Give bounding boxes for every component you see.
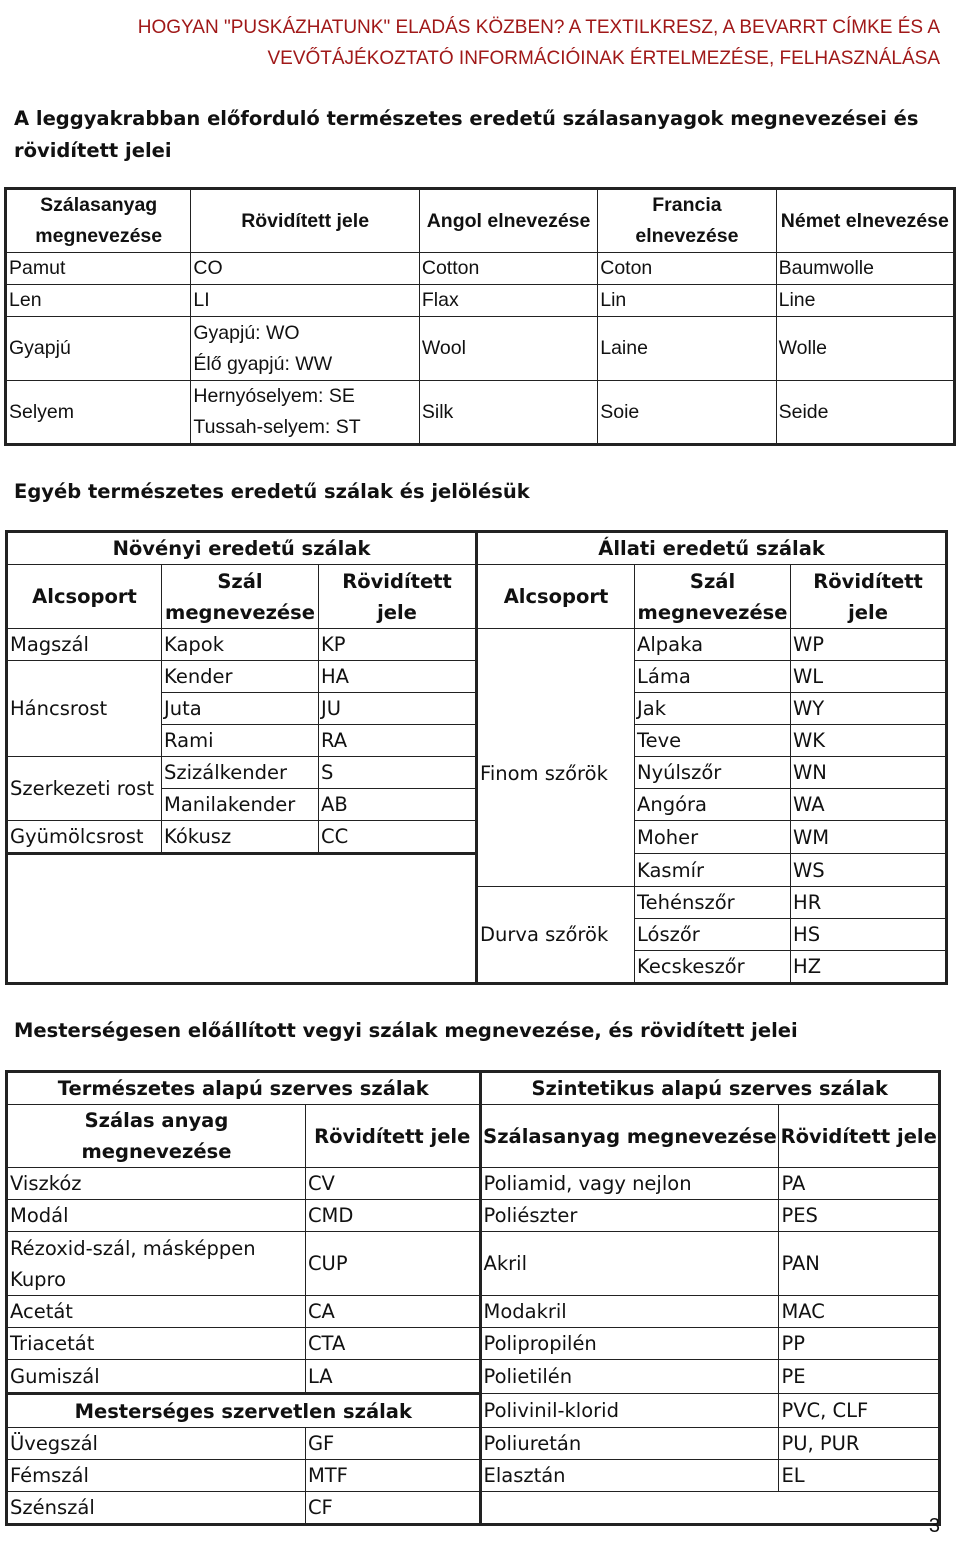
table-row xyxy=(7,854,947,887)
fiber-name: Kókusz xyxy=(162,821,319,854)
table-row xyxy=(7,1394,940,1428)
col-header: Rövidített jele xyxy=(791,565,947,629)
subgroup-cell: Gyümölcsrost xyxy=(7,821,162,854)
animal-group-header: Állati eredetű szálak xyxy=(477,532,947,565)
col-header: Rövidített jele xyxy=(191,189,419,253)
group-header-row xyxy=(7,532,947,565)
fiber-code: HZ xyxy=(791,951,947,984)
fiber-code: WL xyxy=(791,661,947,693)
fiber-code: WM xyxy=(791,821,947,854)
table-row xyxy=(6,253,955,285)
table-row xyxy=(7,1428,940,1460)
table-cell: Laine xyxy=(598,317,776,381)
table-row xyxy=(7,661,947,693)
page-number: 3 xyxy=(928,1515,940,1537)
fiber-name: Polipropilén xyxy=(480,1328,779,1360)
synthetic-group-header: Szintetikus alapú szerves szálak xyxy=(480,1072,940,1105)
col-header: Szálasanyag megnevezése xyxy=(6,189,191,253)
table-row xyxy=(7,629,947,661)
fiber-code: CMD xyxy=(305,1200,480,1232)
fiber-code: PVC, CLF xyxy=(779,1394,940,1428)
fiber-name: Polietilén xyxy=(480,1360,779,1394)
fiber-name: Kecskeszőr xyxy=(635,951,791,984)
subgroup-cell: Háncsrost xyxy=(7,661,162,757)
table-row xyxy=(7,1296,940,1328)
fiber-code: JU xyxy=(319,693,477,725)
fiber-code: PA xyxy=(779,1168,940,1200)
table-cell: Selyem xyxy=(6,381,191,445)
fiber-code: WA xyxy=(791,789,947,821)
cell-line: Tussah-selyem: ST xyxy=(193,416,361,438)
other-fibers-table xyxy=(5,530,948,985)
table-cell: Len xyxy=(6,285,191,317)
fiber-name: Acetát xyxy=(7,1296,306,1328)
section3-title: Mesterségesen előállított vegyi szálak megnevezése, és rövidített jelei xyxy=(14,1019,798,1042)
fiber-code: WS xyxy=(791,854,947,887)
table-row xyxy=(7,1168,940,1200)
fiber-code: RA xyxy=(319,725,477,757)
header-line-1: HOGYAN "PUSKÁZHATUNK" ELADÁS KÖZBEN? A TEXTILKRESZ, A BEVARRT CÍMKE ÉS A xyxy=(137,17,940,38)
fiber-code: AB xyxy=(319,789,477,821)
fiber-name: Akril xyxy=(480,1232,779,1296)
subgroup-cell: Szerkezeti rost xyxy=(7,757,162,821)
table-row xyxy=(6,317,955,381)
fiber-code: PP xyxy=(779,1328,940,1360)
fiber-name: Teve xyxy=(635,725,791,757)
fiber-name: Juta xyxy=(162,693,319,725)
inorganic-group-header: Mesterséges szervetlen szálak xyxy=(7,1394,481,1428)
col-header: Angol elnevezése xyxy=(419,189,597,253)
subgroup-cell xyxy=(477,854,635,887)
sub-header-row xyxy=(7,1105,940,1168)
table-row xyxy=(7,1492,940,1525)
table-row xyxy=(7,1360,940,1394)
fiber-name: Gumiszál xyxy=(7,1360,306,1394)
table-row xyxy=(7,951,947,984)
empty-cell xyxy=(480,1492,940,1525)
natural-group-header: Természetes alapú szerves szálak xyxy=(7,1072,481,1105)
table-cell xyxy=(191,317,419,381)
fiber-name: Manilakender xyxy=(162,789,319,821)
header-line-2: VEVŐTÁJÉKOZTATÓ INFORMÁCIÓINAK ÉRTELMEZÉSE, FELHASZNÁLÁSA xyxy=(267,48,940,69)
table-cell: Coton xyxy=(598,253,776,285)
fiber-code: CC xyxy=(319,821,477,854)
table-cell: Wool xyxy=(419,317,597,381)
col-header: Rövidített jele xyxy=(305,1105,480,1168)
subgroup-cell: Durva szőrök xyxy=(477,887,635,984)
table-cell: Pamut xyxy=(6,253,191,285)
fiber-name: Kapok xyxy=(162,629,319,661)
table-cell: Seide xyxy=(776,381,954,445)
subgroup-label: Finom szőrök xyxy=(480,761,608,785)
table-cell: CO xyxy=(191,253,419,285)
fiber-name: Tehénszőr xyxy=(635,887,791,919)
fiber-name: Kasmír xyxy=(635,854,791,887)
fiber-name: Üvegszál xyxy=(7,1428,306,1460)
table-row xyxy=(7,1232,940,1296)
cell-line: Gyapjú: WO xyxy=(193,321,300,344)
cell-line: Élő gyapjú: WW xyxy=(193,352,333,375)
fiber-code: KP xyxy=(319,629,477,661)
col-header: Alcsoport xyxy=(7,565,162,629)
col-header: Rövidített jele xyxy=(779,1105,940,1168)
table-cell: Line xyxy=(776,285,954,317)
table-cell: LI xyxy=(191,285,419,317)
fiber-name: Moher xyxy=(635,821,791,854)
fiber-code: WP xyxy=(791,629,947,661)
table-cell: Gyapjú xyxy=(6,317,191,381)
table-row xyxy=(7,919,947,951)
table-cell: Flax xyxy=(419,285,597,317)
fiber-code: CV xyxy=(305,1168,480,1200)
table-cell: Silk xyxy=(419,381,597,445)
fiber-code: LA xyxy=(305,1360,480,1394)
col-header: Francia elnevezése xyxy=(598,189,776,253)
col-header: Rövidített jele xyxy=(319,565,477,629)
fiber-code: PU, PUR xyxy=(779,1428,940,1460)
cell-line: Hernyóselyem: SE xyxy=(193,385,355,407)
table-cell: Lin xyxy=(598,285,776,317)
empty-cell xyxy=(7,919,477,951)
col-header: Alcsoport xyxy=(477,565,635,629)
table-cell: Cotton xyxy=(419,253,597,285)
col-header: Szálas anyag megnevezése xyxy=(7,1105,306,1168)
natural-fibers-table xyxy=(4,187,956,446)
fiber-name: Láma xyxy=(635,661,791,693)
page-header xyxy=(40,12,940,74)
fiber-name: Rézoxid-szál, másképpen Kupro xyxy=(7,1232,306,1296)
fiber-name: Alpaka xyxy=(635,629,791,661)
fiber-code: GF xyxy=(305,1428,480,1460)
table-header-row xyxy=(6,189,955,253)
table-row xyxy=(7,1328,940,1360)
fiber-code: CA xyxy=(305,1296,480,1328)
fiber-name: Modál xyxy=(7,1200,306,1232)
fiber-name: Rami xyxy=(162,725,319,757)
fiber-code: MAC xyxy=(779,1296,940,1328)
fiber-name: Poliuretán xyxy=(480,1428,779,1460)
col-header: Szál megnevezése xyxy=(162,565,319,629)
manmade-fibers-table xyxy=(5,1070,941,1526)
fiber-code: WN xyxy=(791,757,947,789)
fiber-code: HS xyxy=(791,919,947,951)
fiber-name: Nyúlszőr xyxy=(635,757,791,789)
col-header: Szálasanyag megnevezése xyxy=(480,1105,779,1168)
fiber-code: PE xyxy=(779,1360,940,1394)
table-row xyxy=(6,285,955,317)
table-row xyxy=(6,381,955,445)
fiber-name: Poliamid, vagy nejlon xyxy=(480,1168,779,1200)
plant-group-header: Növényi eredetű szálak xyxy=(7,532,477,565)
fiber-name: Poliészter xyxy=(480,1200,779,1232)
fiber-name: Jak xyxy=(635,693,791,725)
fiber-name: Triacetát xyxy=(7,1328,306,1360)
fiber-name: Elasztán xyxy=(480,1460,779,1492)
table-row xyxy=(7,887,947,919)
empty-cell xyxy=(7,854,477,887)
table-cell: Wolle xyxy=(776,317,954,381)
col-header: Szál megnevezése xyxy=(635,565,791,629)
table-cell xyxy=(191,381,419,445)
fiber-name: Szénszál xyxy=(7,1492,306,1525)
fiber-name: Modakril xyxy=(480,1296,779,1328)
fiber-code: HR xyxy=(791,887,947,919)
table-row xyxy=(7,1460,940,1492)
empty-cell xyxy=(7,887,477,919)
fiber-code: CF xyxy=(305,1492,480,1525)
section2-title: Egyéb természetes eredetű szálak és jelölésük xyxy=(14,480,530,503)
fiber-code: PES xyxy=(779,1200,940,1232)
fiber-name: Lószőr xyxy=(635,919,791,951)
table-row xyxy=(7,757,947,789)
section1-title: A leggyakrabban előforduló természetes eredetű szálasanyagok megnevezései és rövidített jelei xyxy=(14,107,919,162)
fiber-code: EL xyxy=(779,1460,940,1492)
fiber-name: Polivinil-klorid xyxy=(480,1394,779,1428)
col-header: Német elnevezése xyxy=(776,189,954,253)
fiber-code: CTA xyxy=(305,1328,480,1360)
fiber-code: WY xyxy=(791,693,947,725)
table-cell: Baumwolle xyxy=(776,253,954,285)
fiber-code: MTF xyxy=(305,1460,480,1492)
fiber-code: CUP xyxy=(305,1232,480,1296)
fiber-code: HA xyxy=(319,661,477,693)
fiber-name: Angóra xyxy=(635,789,791,821)
group-header-row xyxy=(7,1072,940,1105)
empty-cell xyxy=(7,951,477,984)
sub-header-row xyxy=(7,565,947,629)
subgroup-cell: Magszál xyxy=(7,629,162,661)
subgroup-cell xyxy=(477,629,635,854)
fiber-name: Fémszál xyxy=(7,1460,306,1492)
fiber-name: Kender xyxy=(162,661,319,693)
table-row xyxy=(7,821,947,854)
fiber-code: PAN xyxy=(779,1232,940,1296)
table-cell: Soie xyxy=(598,381,776,445)
fiber-code: S xyxy=(319,757,477,789)
table-row xyxy=(7,1200,940,1232)
fiber-code: WK xyxy=(791,725,947,757)
fiber-name: Viszkóz xyxy=(7,1168,306,1200)
fiber-name: Szizálkender xyxy=(162,757,319,789)
